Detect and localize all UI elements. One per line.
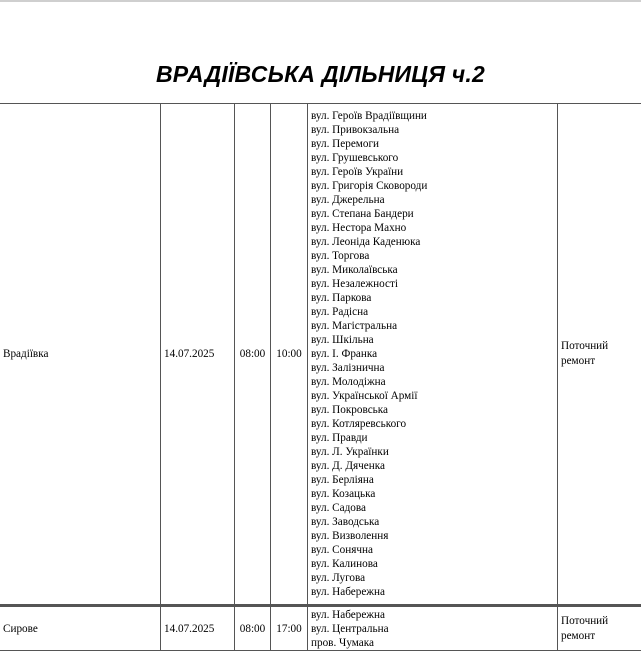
top-divider <box>0 0 641 2</box>
street-item: вул. Покровська <box>311 404 388 416</box>
street-item: вул. Григорія Сковороди <box>311 180 428 192</box>
street-item: вул. Котляревського <box>311 418 407 430</box>
table-row <box>0 103 641 605</box>
street-item: вул. Миколаївська <box>311 264 398 276</box>
street-item: вул. Набережна <box>311 586 385 598</box>
street-item: вул. Леоніда Каденюка <box>311 236 421 248</box>
end-time-cell: 10:00 <box>271 103 308 605</box>
street-item: вул. Нестора Махно <box>311 222 407 234</box>
street-item: вул. Грушевського <box>311 152 399 164</box>
street-item: вул. Заводська <box>311 516 380 528</box>
street-item: вул. Джерельна <box>311 194 385 206</box>
settlement-cell: Сирове <box>0 605 161 651</box>
streets-cell <box>308 605 558 651</box>
street-item: вул. Героїв Врадіївщини <box>311 110 427 122</box>
outage-table <box>0 103 641 651</box>
start-time-cell: 08:00 <box>235 103 271 605</box>
street-item: вул. Берліяна <box>311 474 374 486</box>
street-item: вул. Степана Бандери <box>311 208 414 220</box>
street-item: вул. Привокзальна <box>311 124 400 136</box>
reason-cell: Поточний ремонт <box>558 103 641 605</box>
street-item: вул. Козацька <box>311 488 376 500</box>
street-item: вул. Радісна <box>311 306 369 318</box>
settlement-cell: Врадіївка <box>0 103 161 605</box>
table-row <box>0 605 641 651</box>
street-item: вул. Л. Українки <box>311 446 389 458</box>
street-item: вул. Правди <box>311 432 368 444</box>
date-cell: 14.07.2025 <box>161 103 235 605</box>
street-item: вул. Залізнична <box>311 362 385 374</box>
streets-cell <box>308 103 558 605</box>
street-item: пров. Чумака <box>311 637 374 649</box>
street-item: вул. Героїв України <box>311 166 404 178</box>
date-cell: 14.07.2025 <box>161 605 235 651</box>
street-item: вул. Набережна <box>311 609 385 621</box>
street-item: вул. Магістральна <box>311 320 398 332</box>
start-time-cell: 08:00 <box>235 605 271 651</box>
page-title: ВРАДІЇВСЬКА ДІЛЬНИЦЯ ч.2 <box>156 61 485 87</box>
street-item: вул. Д. Дяченка <box>311 460 385 472</box>
street-item: вул. Торгова <box>311 250 370 262</box>
street-item: вул. Перемоги <box>311 138 380 150</box>
reason-cell: Поточний ремонт <box>558 605 641 651</box>
street-item: вул. Визволення <box>311 530 389 542</box>
street-item: вул. Лугова <box>311 572 366 584</box>
end-time-cell: 17:00 <box>271 605 308 651</box>
street-item: вул. Садова <box>311 502 366 514</box>
street-item: вул. Калинова <box>311 558 378 570</box>
street-item: вул. Паркова <box>311 292 372 304</box>
street-item: вул. Сонячна <box>311 544 373 556</box>
street-item: вул. Незалежності <box>311 278 398 290</box>
street-item: вул. Центральна <box>311 623 389 635</box>
street-item: вул. Шкільна <box>311 334 374 346</box>
street-item: вул. Української Армії <box>311 390 418 402</box>
street-item: вул. Молодіжна <box>311 376 386 388</box>
street-item: вул. І. Франка <box>311 348 378 360</box>
